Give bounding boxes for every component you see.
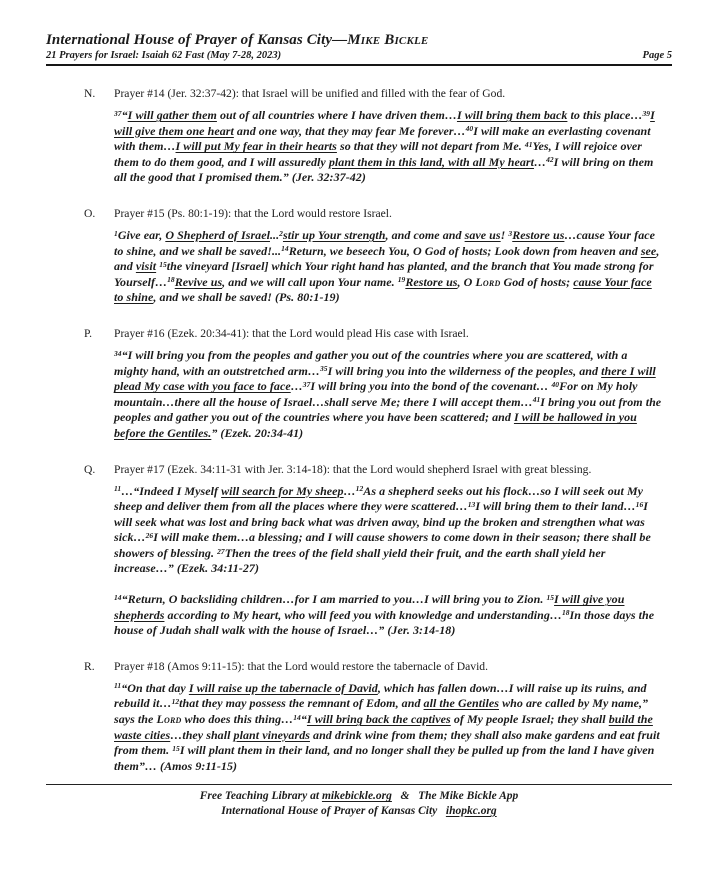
section-letter: R. — [84, 659, 95, 673]
section-n-prayer-14 — [84, 86, 662, 186]
section-heading: Prayer #16 (Ezek. 20:34-41): that the Lord would plead His case with Israel. — [114, 326, 469, 340]
section-heading-row — [84, 462, 662, 477]
scripture-quote-amos-9: $^{11}$“On that day I will raise up the tabernacle of David, which has fallen down…I will raise up its ruins, and rebuild it…$^{12}$that they may possess the remnant of Edom, and all the Gentiles who are called by My name,” says the Lord who does this thing…$^{14}$“I will bring back the captives of My people Israel; they shall build the waste cities…they shall plant vineyards and drink wine from them; they shall also make gardens and eat fruit from them. $^{15}$I will plant them in their land, and no longer shall they be pulled up from the land I have given them”… (Amos 9:11-15) — [114, 680, 660, 773]
page-header — [46, 0, 672, 64]
scripture-quote-jer-32: $^{37}$“I will gather them out of all countries where I have driven them…I will bring them back to this place…$^{39}$I will give them one heart and one way, that they may fear Me forever…$^{40}$I will make an everlasting covenant with them…I will put My fear in their hearts so that they will not depart from Me. $^{41}$Yes, I will rejoice over them to do them good, and I will assuredly plant them in this land, with all My heart…$^{42}$I will bring on them all the good that I promised them.” (Jer. 32:37-42) — [114, 108, 655, 185]
scripture-quote-ps-80: $^1$Give ear, O Shepherd of Israel...$^2$stir up Your strength, and come and save us! $^3$Restore us…cause Your face to shine, and we shall be saved!...$^{14}$Return, we beseech You, O God of hosts; Look down from heaven and see, and visit $^{15}$the vineyard [Israel] which Your right hand has planted, and the branch that You made strong for Yourself…$^{18}$Revive us, and we will call upon Your name. $^{19}$Restore us, O Lord God of hosts; cause Your face to shine, and we shall be saved! (Ps. 80:1-19) — [114, 227, 660, 305]
section-heading: Prayer #17 (Ezek. 34:11-31 with Jer. 3:14-18): that the Lord would shepherd Israel with great blessing. — [114, 462, 592, 476]
section-letter: Q. — [84, 462, 96, 476]
footer-line-2-text: International House of Prayer of Kansas City — [221, 804, 446, 817]
section-o-prayer-15 — [84, 206, 662, 306]
section-letter: P. — [84, 326, 93, 340]
header-subtitle: 21 Prayers for Israel: Isaiah 62 Fast (May 7-28, 2023) — [46, 50, 282, 61]
section-heading-row — [84, 86, 662, 101]
section-heading-row — [84, 206, 662, 221]
section-q-prayer-17 — [84, 462, 662, 639]
section-heading: Prayer #18 (Amos 9:11-15): that the Lord would restore the tabernacle of David. — [114, 659, 489, 673]
footer-line-1-text: Free Teaching Library at — [199, 790, 322, 803]
ihopkc-org-link[interactable]: ihopkc.org — [445, 804, 497, 817]
header-author: Mike Bickle — [347, 32, 429, 48]
header-subtitle-row — [46, 50, 672, 64]
section-heading: Prayer #15 (Ps. 80:1-19): that the Lord would restore Israel. — [114, 206, 392, 220]
scripture-quote-ezek-34: $^{11}$…“Indeed I Myself will search for My sheep…$^{12}$As a shepherd seeks out his flock…so I will seek out My sheep and deliver them from all the places where they were scattered…$^{13}$I will bring them to their land…$^{16}$I will seek what was lost and bring back what was driven away, bind up the broken and strengthen what was sick…$^{26}$I will make them…a blessing; and I will cause showers to come down in their season; there shall be showers of blessing. $^{27}$Then the trees of the field shall yield their fruit, and the earth shall yield her increase…” (Ezek. 34:11-27) — [114, 483, 651, 576]
header-title — [46, 32, 672, 49]
header-title-text: International House of Prayer of Kansas City— — [46, 32, 348, 48]
section-heading-row — [84, 659, 662, 674]
section-letter: N. — [84, 87, 96, 100]
mikebickle-org-link[interactable]: mikebickle.org — [321, 790, 392, 803]
section-heading-row — [84, 326, 662, 341]
document-body — [0, 66, 718, 774]
section-heading: Prayer #14 (Jer. 32:37-42): that Israel will be unified and filled with the fear of God. — [114, 87, 506, 100]
footer-line-1 — [46, 789, 672, 804]
scripture-quote-jer-3: $^{14}$“Return, O backsliding children…for I am married to you…I will bring you to Zion. $^{15}$I will give you shepherds according to My heart, who will feed you with knowledge and understanding…$^{18}$In those days the house of Judah shall walk with the house of Israel…” (Jer. 3:14-18) — [114, 592, 655, 638]
section-letter: O. — [84, 206, 96, 220]
page-number: Page 5 — [642, 50, 672, 61]
footer-line-1-text-after: & The Mike Bickle App — [391, 790, 519, 803]
section-p-prayer-16 — [84, 326, 662, 442]
scripture-quote-ezek-20: $^{34}$“I will bring you from the peoples and gather you out of the countries where you are scattered, with a mighty hand, with an outstretched arm…$^{35}$I will bring you into the wilderness of the peoples, and there I will plead My case with you face to face…$^{37}$I will bring you into the bond of the covenant… $^{40}$For on My holy mountain…there all the house of Israel…shall serve Me; there I will accept them…$^{41}$I bring you out from the peoples and gather you out of the countries where you have been scattered; and I will be hallowed in you before the Gentiles.” (Ezek. 20:34-41) — [114, 347, 662, 440]
section-r-prayer-18 — [84, 659, 662, 775]
page-footer — [46, 785, 672, 818]
footer-line-2 — [46, 804, 672, 819]
